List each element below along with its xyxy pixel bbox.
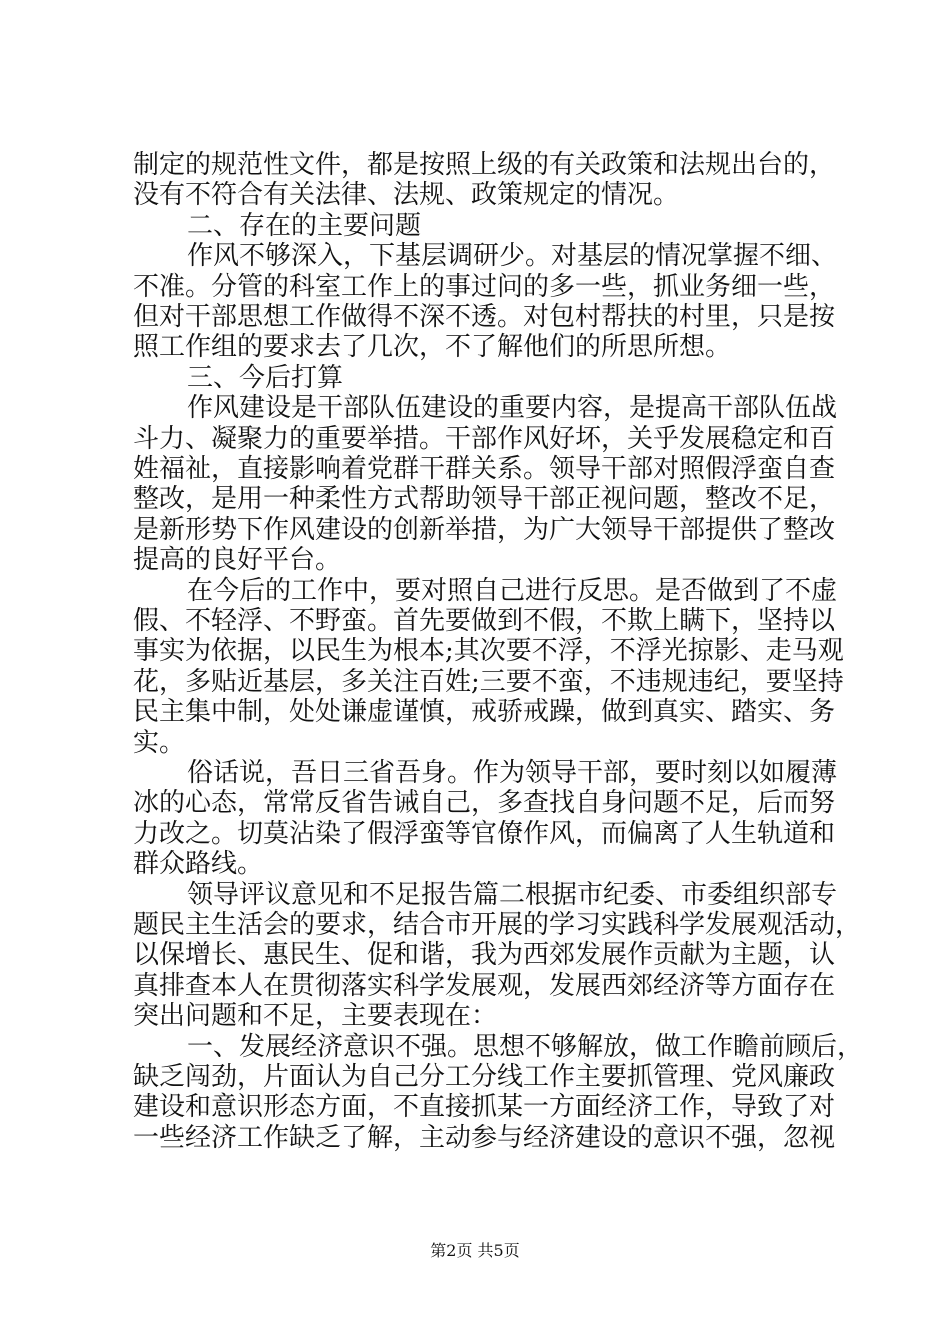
text-line: 花，多贴近基层，多关注百姓;三要不蛮，不违规违纪，要坚持 <box>133 666 844 697</box>
text-line: 建设和意识形态方面，不直接抓某一方面经济工作，导致了对 <box>133 1092 836 1123</box>
text-line: 冰的心态，常常反省告诫自己，多查找自身问题不足，后而努 <box>133 788 836 819</box>
text-line: 提高的良好平台。 <box>133 545 342 576</box>
text-line: 整改，是用一种柔性方式帮助领导干部正视问题，整改不足， <box>133 484 836 515</box>
text-line: 以保增长、惠民生、促和谐，我为西郊发展作贡献为主题，认 <box>133 940 836 971</box>
text-line: 突出问题和不足，主要表现在： <box>133 1001 498 1032</box>
text-line: 制定的规范性文件，都是按照上级的有关政策和法规出台的， <box>133 150 836 180</box>
text-line: 真排查本人在贯彻落实科学发展观，发展西郊经济等方面存在 <box>133 970 836 1001</box>
text-line: 不准。分管的科室工作上的事过问的多一些，抓业务细一些， <box>133 271 836 302</box>
text-line: 照工作组的要求去了几次，不了解他们的所思所想。 <box>133 332 732 363</box>
text-line: 作风建设是干部队伍建设的重要内容，是提高干部队伍战 <box>187 393 838 424</box>
text-line: 领导评议意见和不足报告篇二根据市纪委、市委组织部专 <box>187 879 838 910</box>
text-line: 但对干部思想工作做得不深不透。对包村帮扶的村里，只是按 <box>133 302 836 332</box>
text-line: 民主集中制，处处谦虚谨慎，戒骄戒躁，做到真实、踏实、务 <box>133 697 836 728</box>
text-line: 一些经济工作缺乏了解，主动参与经济建设的意识不强，忽视 <box>133 1122 836 1153</box>
text-line: 三、今后打算 <box>187 362 344 393</box>
text-line: 没有不符合有关法律、法规、政策规定的情况。 <box>133 180 680 211</box>
text-line: 实。 <box>133 727 186 758</box>
text-line: 在今后的工作中，要对照自己进行反思。是否做到了不虚 <box>187 575 838 606</box>
text-line: 事实为依据，以民生为根本;其次要不浮，不浮光掠影、走马观 <box>133 636 844 667</box>
text-line: 斗力、凝聚力的重要举措。干部作风好坏，关乎发展稳定和百 <box>133 423 836 454</box>
text-line: 作风不够深入，下基层调研少。对基层的情况掌握不细、 <box>187 241 838 272</box>
text-line: 一、发展经济意识不强。思想不够解放，做工作瞻前顾后， <box>187 1031 864 1062</box>
text-line: 题民主生活会的要求，结合市开展的学习实践科学发展观活动， <box>133 910 862 940</box>
text-line: 二、存在的主要问题 <box>187 210 422 241</box>
text-line: 假、不轻浮、不野蛮。首先要做到不假，不欺上瞒下，坚持以 <box>133 606 836 636</box>
text-line: 群众路线。 <box>133 849 264 880</box>
text-line: 力改之。切莫沾染了假浮蛮等官僚作风，而偏离了人生轨道和 <box>133 818 836 849</box>
text-line: 姓福祉，直接影响着党群干群关系。领导干部对照假浮蛮自查 <box>133 454 836 484</box>
page-number: 第2页 共5页 <box>430 1241 520 1260</box>
text-line: 俗话说，吾日三省吾身。作为领导干部，要时刻以如履薄 <box>187 758 838 788</box>
text-line: 是新形势下作风建设的创新举措，为广大领导干部提供了整改 <box>133 514 836 545</box>
text-line: 缺乏闯劲，片面认为自己分工分线工作主要抓管理、党风廉政 <box>133 1062 836 1092</box>
